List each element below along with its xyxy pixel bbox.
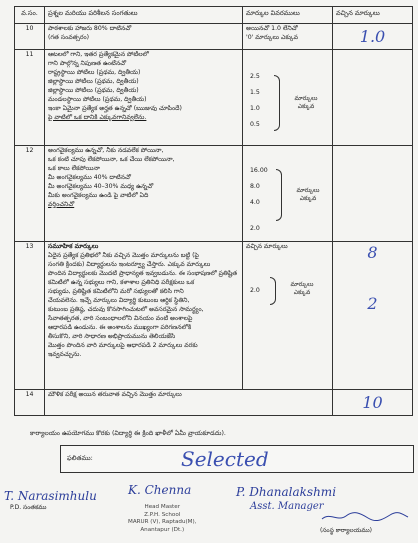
result-box bbox=[60, 445, 414, 473]
office-use-note: కార్యాలయం ఉపయోగము కొరకు (విద్యార్థి ఈ క్రింది ఖాళీలో ఏమీ వ్రాయకూడదు). bbox=[30, 430, 226, 437]
header-max-marks: మార్కుల వివరములు bbox=[243, 7, 333, 24]
stamp-line: MARUR (V), Raptadu(M), bbox=[128, 519, 197, 526]
given-mark-top: 8 bbox=[367, 243, 378, 263]
marks-table bbox=[14, 6, 413, 416]
headmaster-stamp bbox=[128, 504, 196, 534]
score-option: 2.0 bbox=[250, 225, 260, 233]
row-given-marks bbox=[333, 242, 413, 390]
result-label: ఫలితము: bbox=[67, 454, 93, 462]
score-option: 4.0 bbox=[250, 199, 260, 207]
header-given-marks: వచ్చిన మార్కులు bbox=[333, 7, 413, 24]
score-option: 0.5 bbox=[250, 121, 260, 129]
brace bbox=[274, 75, 280, 131]
signature-caption: (సంస్థ కార్యాలయము) bbox=[320, 527, 373, 535]
result-value: Selected bbox=[181, 447, 269, 471]
signature-caption: P.D. సంతకము bbox=[10, 504, 47, 512]
table-header-row bbox=[15, 7, 413, 24]
row-given-marks bbox=[333, 146, 413, 242]
criteria-line: జిల్లాస్థాయి పోటీలు (ప్రథమ, ద్వితీయ) bbox=[48, 78, 139, 86]
criteria-line: గాని పాల్గొన్న నిపుణత ఉంటేనచో bbox=[48, 60, 127, 68]
row-max-marks bbox=[243, 146, 333, 242]
stamp-line: Anantapur (Dt.) bbox=[140, 526, 185, 533]
row-given-marks bbox=[333, 50, 413, 146]
criteria-line: మౌళిక పరీక్ష అయిన తరువాత వచ్చిన మొత్తం మార్కులు bbox=[48, 391, 182, 399]
score-option: 1.5 bbox=[250, 89, 260, 97]
table-row bbox=[15, 50, 413, 146]
signature-office bbox=[320, 510, 410, 535]
table-row bbox=[15, 390, 413, 416]
signature-handwriting: K. Chenna bbox=[128, 483, 192, 497]
criteria-line: మీకు అంగవైకల్యము ఉండి పై వాటిలో ఏది bbox=[48, 192, 149, 200]
signature-headmaster bbox=[128, 482, 196, 534]
score-option: 1.0 bbox=[250, 105, 260, 113]
table-row bbox=[15, 242, 413, 390]
criteria-line: మొత్తం పొందిన వారి మార్కులపై ఆధారపడి 2 మార్కులు వరకు bbox=[48, 342, 198, 350]
score-option: 2.5 bbox=[250, 73, 260, 81]
row-given-marks bbox=[333, 24, 413, 50]
criteria-line: అంగవైకల్యము ఉన్నచో, నీకు నడవలేక పోయినా, bbox=[48, 147, 164, 155]
criteria-line: వర్తించనిచో bbox=[48, 201, 75, 209]
max-line: '0' మార్కులు ఎక్కువ bbox=[246, 33, 299, 41]
table-row bbox=[15, 146, 413, 242]
criteria-line: ఇవ్వవచ్చును. bbox=[48, 351, 82, 358]
criteria-line: ఆటలలో గాని, ఇతర ప్రత్యేకమైన పోటీలలో bbox=[48, 51, 149, 59]
header-criteria: ప్రశ్నల మరియు పరిశీలన సంగతులు bbox=[45, 7, 243, 24]
row-criteria bbox=[45, 242, 243, 390]
brace-label: మార్కులు ఎక్కువ bbox=[296, 187, 320, 202]
row-criteria bbox=[45, 50, 243, 146]
criteria-line: ఒక కాలు లేకపోయినా bbox=[48, 165, 100, 173]
row-max-marks bbox=[243, 50, 333, 146]
criteria-line: సభ్యుడు, ప్రతిష్టిత కమిటీలోని మరో సభ్యులతో కలిసి గాని bbox=[48, 288, 184, 296]
criteria-line: కమిటీలో ఉన్న సభ్యులు గాని, కళాశాల ప్రతినిధి పరీక్షకులు ఒక bbox=[48, 279, 195, 287]
brace-label: మార్కులు ఎక్కువ bbox=[290, 281, 314, 296]
criteria-line: ఇంకా ఏమైనా ప్రత్యేక అర్హత ఉన్నచో (ఋజువు చూపిందే) bbox=[48, 105, 182, 113]
row-number: 14 bbox=[15, 390, 45, 416]
criteria-line: ఒక కంటి చూపు లేకపోయినా, ఒక చేయి లేకపోయినా, bbox=[48, 156, 175, 164]
header-serial: వ.సం. bbox=[15, 7, 45, 24]
criteria-line: ఏదైన ప్రత్యేక ప్రతిభలో నీకు వచ్చిన మొత్తం మార్కులను బట్టి (పై bbox=[48, 252, 199, 260]
total-mark-value: 10 bbox=[362, 393, 383, 413]
criteria-line: పొందిన విద్యార్థులకు మొదటి ప్రాధాన్యత ఇవ్వబడును. ఈ సంభాషణలో ప్రతిష్టిత bbox=[48, 270, 238, 278]
brace-label: మార్కులు ఎక్కువ bbox=[294, 95, 318, 110]
max-line: అయినచో 1.0 లేనిచో bbox=[246, 25, 298, 32]
criteria-title: సమూహిక మార్కులు bbox=[48, 243, 99, 251]
row-number: 13 bbox=[15, 242, 45, 390]
criteria-line: పై వాటిలో ఒక దానికి ఎక్కువగానివ్వలేను. bbox=[48, 114, 147, 122]
row-max-marks bbox=[243, 242, 333, 390]
given-mark-value: 1.0 bbox=[359, 27, 386, 46]
criteria-line: మండలస్థాయి పోటీలు (ప్రథమ, ద్వితీయ) bbox=[48, 96, 147, 104]
row-number: 11 bbox=[15, 50, 45, 146]
row-number: 10 bbox=[15, 24, 45, 50]
table-row bbox=[15, 24, 413, 50]
criteria-line: మీ అంగవైకల్యము 40% దాటినచో bbox=[48, 174, 131, 182]
row-number: 12 bbox=[15, 146, 45, 242]
stamp-line: Head Master bbox=[144, 504, 180, 511]
criteria-line: సంగతి క్రిందకు) విద్యార్థులను ఇంటర్వ్యూ చేస్తారు. ఎక్కువ మార్కులు bbox=[48, 261, 211, 269]
criteria-line: (గత సంవత్సరం) bbox=[48, 33, 90, 41]
max-head: వచ్చిన మార్కులు bbox=[246, 243, 288, 251]
criteria-line: రాష్ట్రస్థాయి పోటీలు (ప్రథమ, ద్వితీయ) bbox=[48, 69, 141, 77]
row-criteria bbox=[45, 146, 243, 242]
signature-scribble-icon bbox=[320, 510, 410, 524]
given-mark-value: 2 bbox=[367, 294, 378, 314]
row-criteria bbox=[45, 390, 333, 416]
signature-caption: Asst. Manager bbox=[250, 501, 324, 513]
brace bbox=[276, 169, 282, 221]
brace bbox=[270, 277, 276, 305]
stamp-line: Z.P.H. School bbox=[144, 511, 181, 518]
criteria-line: జిల్లాస్థాయి పోటీలు (ప్రథమ, ద్వితీయ) bbox=[48, 87, 139, 95]
score-option: 8.0 bbox=[250, 183, 260, 191]
criteria-line: ఆధారపడి ఉండును. ఈ అంశాలను ముఖ్యంగా పరిగణనలోకి bbox=[48, 324, 192, 332]
signature-handwriting: P. Dhanalakshmi bbox=[236, 485, 337, 499]
score-option: 16.00 bbox=[250, 167, 268, 175]
signature-handwriting: T. Narasimhulu bbox=[4, 489, 97, 503]
criteria-line: మీ అంగవైకల్యము 40–30% మధ్య ఉన్నచో bbox=[48, 183, 154, 191]
row-criteria bbox=[45, 24, 243, 50]
criteria-line: సేవాతత్పరత, వారి సంబంధాలలోని వినయం వంటి అంశాలపై bbox=[48, 315, 193, 323]
criteria-line: కుటుంబ ప్రతిష్ఠ, చదువు కొనసాగించుటలో అవసరమైన సామర్థ్యం, bbox=[48, 306, 204, 314]
signature-pd bbox=[4, 488, 97, 512]
criteria-line: చేయవలెను. ఇచ్చే మార్కులు విద్యార్థి కుటుంబ ఆర్థిక స్థితిని, bbox=[48, 297, 190, 305]
row-given-marks bbox=[333, 390, 413, 416]
score-option: 2.0 bbox=[250, 287, 260, 295]
row-max-marks bbox=[243, 24, 333, 50]
criteria-line: పాఠశాలకు హాజరు 80% దాటినచో bbox=[48, 25, 132, 32]
criteria-line: తీసుకొని, వారి సాధారణ అభిప్రాయమును తెలియజేసి bbox=[48, 333, 176, 341]
